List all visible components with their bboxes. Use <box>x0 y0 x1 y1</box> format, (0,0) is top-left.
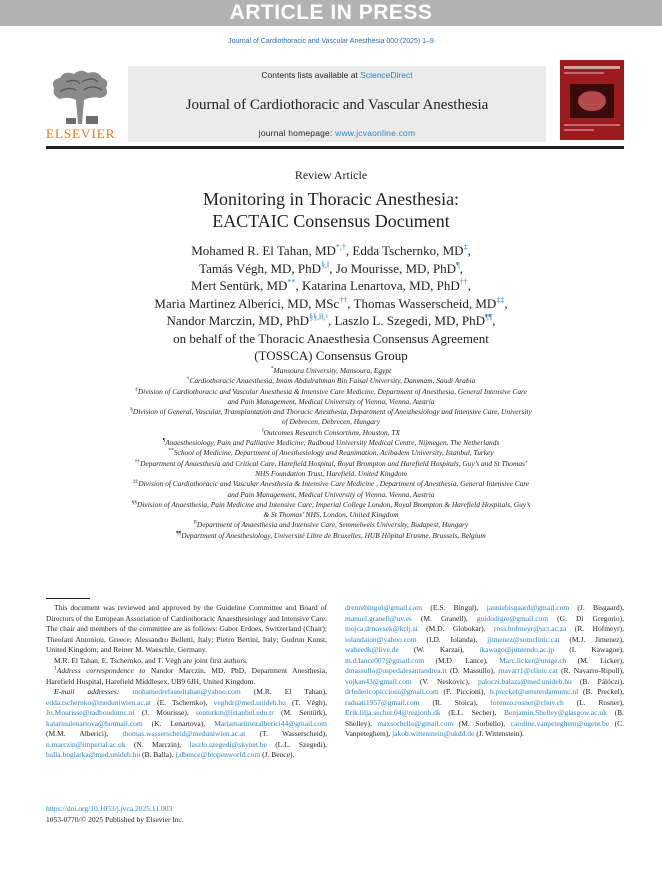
author-affiliation-link[interactable]: §§,‖‖,¹ <box>309 312 328 322</box>
homepage-prefix: journal homepage: <box>258 128 336 138</box>
contents-prefix: Contents lists available at <box>261 70 361 80</box>
email-link[interactable]: jjimenez@somclinic.cat <box>487 634 560 644</box>
correspondence-text: Nandor Marczin, MD, PhD, Department Anesthesia, Harefield Hospital, Harefield Middlesex, UB9 6JH, United Kingdom. <box>46 666 327 686</box>
header-rule <box>46 146 624 149</box>
email-link[interactable]: edda.tschernko@meduniwien.ac.at <box>46 697 151 707</box>
affiliation-list <box>130 366 532 541</box>
email-list-left <box>46 687 327 761</box>
author-name: , Jo Mourisse, MD, PhD <box>329 260 457 276</box>
email-link[interactable]: veghdr@med.unideb.hu <box>213 697 286 707</box>
affiliation-marker: † <box>186 375 190 382</box>
affiliation-text: Division of Anaesthesia, Pain Medicine and Intensive Care, Imperial College London, Royal Brompton & Harefield Hospitals, Guy’s & St Thomas’ NHS, London, United Kingdom <box>137 499 531 520</box>
affiliation-marker: ‖ <box>262 427 264 434</box>
author-name: Nandor Marczin, MD, PhD <box>166 313 310 328</box>
affiliation-text: Anaesthesiology, Pain and Palliative Medicine, Radboud University Medical Centre, Nijmegen, The Netherlands <box>165 438 500 448</box>
correspondence-label: Address correspondence to <box>56 666 146 675</box>
email-owner: (E.L. Secher), <box>440 708 505 717</box>
email-link[interactable]: waheedk@live.de <box>345 645 399 654</box>
author-name: Maria Martinez Alberici, MD, MSc <box>154 295 340 311</box>
email-link[interactable]: balla.boglarka@med.unideb.hu <box>46 750 141 759</box>
affiliation-text: Department of Anaesthesia and Critical Care, Harefield Hospital, Royal Brompton and Harefield Hospitals, Guy’s and St Thomas’ NHS Foundation Trust, Harefield, United Kingdom <box>140 458 528 478</box>
email-link[interactable]: lorenzo.rosner@chuv.ch <box>490 697 564 707</box>
email-owner: (M.M. Alberici), <box>46 729 123 738</box>
author-affiliation-link[interactable]: ** <box>287 277 296 287</box>
email-owner: (B. Preckel), <box>578 687 624 696</box>
email-owner: (M. Licker), <box>566 655 625 665</box>
affiliation-item <box>130 531 532 541</box>
author-name: , Laszlo L. Szegedi, MD, PhD <box>327 313 486 328</box>
affiliation-marker: * <box>270 365 274 372</box>
email-link[interactable]: n.marczin@imperial.ac.uk <box>46 739 126 749</box>
affiliation-marker: §§ <box>131 499 138 506</box>
email-link[interactable]: vojkan43@gmail.com <box>345 676 412 686</box>
affiliation-marker: ¶¶ <box>176 530 182 537</box>
author-separator: , <box>467 243 471 258</box>
title-line-1: Monitoring in Thoracic Anesthesia: <box>202 189 460 209</box>
email-owner: (T. Végh), <box>285 697 327 707</box>
email-link[interactable]: mohamedrefaateltahan@yahoo.com <box>132 687 241 696</box>
email-link[interactable]: jakob.wittenstein@ukdd.de <box>392 729 475 738</box>
journal-cover-thumbnail <box>560 60 624 140</box>
email-link[interactable]: ikawago@juntendo.ac.jp <box>479 645 555 654</box>
doi-link[interactable]: https://doi.org/10.1053/j.jvca.2025.11.003 <box>46 804 173 813</box>
email-link[interactable]: Jo.Mourisse@radboudumc.nl <box>46 708 135 717</box>
copyright-line: 1053-0770/© 2025 Published by Elsevier Inc. <box>46 815 184 824</box>
email-link[interactable]: j.dbence@btopenworld.com <box>175 750 261 759</box>
email-link[interactable]: thomas.wasserscheid@meduniwien.ac.at <box>122 729 246 738</box>
affiliation-item <box>130 459 532 480</box>
email-owner: (J. Wittenstein). <box>474 729 524 738</box>
email-owner: (L.L. Szegedi), <box>266 739 327 749</box>
affiliation-item <box>130 407 532 428</box>
affiliation-text: Department of Anesthesiology, Université Libre de Bruxelles, HUB Hôpital Erasme, Brussels, Belgium <box>181 530 486 540</box>
affiliation-marker: ‡‡ <box>132 478 139 485</box>
email-owner: (C. Vanpeteghem), <box>345 718 624 738</box>
author-affiliation-link[interactable]: †† <box>459 277 468 287</box>
email-list-right <box>345 603 624 740</box>
email-owner: (F. Piccioni), <box>438 687 491 696</box>
author-name: , Edda Tschernko, MD <box>345 243 464 258</box>
email-link[interactable]: maxsorbello@gmail.com <box>377 718 454 728</box>
title-line-2: EACTAIC Consensus Document <box>212 211 450 231</box>
email-link[interactable]: raduati1957@gmail.com <box>345 697 420 707</box>
author-affiliation-link[interactable]: ¶¶ <box>485 312 493 322</box>
affiliation-item <box>130 376 532 386</box>
affiliation-marker: § <box>130 406 133 413</box>
email-link[interactable]: iolandaion@yahoo.com <box>345 634 417 644</box>
publisher-wordmark: ELSEVIER <box>46 126 116 141</box>
affiliation-item <box>130 366 532 376</box>
email-link[interactable]: ross.hofmeyr@uct.ac.za <box>493 624 567 633</box>
journal-header-box <box>128 66 546 142</box>
email-link[interactable]: Erik.lilja.secher.04@regionh.dk <box>345 708 441 717</box>
email-link[interactable]: guidodigre@gmail.com <box>476 613 549 623</box>
affiliation-item <box>130 520 532 530</box>
email-owner: (N. Marczin), <box>125 739 190 749</box>
footnote-review: This document was reviewed and approved by the Guideline Committee and Board of Directors of the European Association of Cardiothoracic Anaesthesiology and Intensive Care. The chair and members of the committee are as follows: Gabor Erdoes, Switzerland (Chair); Theofani Antoniou, Greece; Alessandro Belletti, Italy; Pietro Bertini, Italy; Gudrun Kunst, United Kingdom; and Reiner M. Waeschle, Germany. <box>46 603 327 654</box>
footnote-correspondence <box>46 666 327 687</box>
affiliation-text: Division of Cardiothoracic and Vascular Anesthesia & Intensive Care Medicine, Department of Anesthesia, General Intensive Care and Pain Management, Medical University of Vienna, Vienna, Austria <box>137 386 527 406</box>
email-owner: (B. Pálóczi), <box>571 676 624 686</box>
affiliation-text: Cardiothoracic Anaesthesia, Imam Abdulrahman Bin Faisal University, Dammam, Saudi Arabia <box>189 376 476 386</box>
footnote-rule <box>46 598 90 599</box>
email-owner: (M.R. El Tahan), <box>240 687 327 696</box>
journal-title: Journal of Cardiothoracic and Vascular Anesthesia <box>185 97 489 113</box>
collaboration-line-1: on behalf of the Thoracic Anaesthesia Consensus Agreement <box>173 330 489 346</box>
author-affiliation-link[interactable]: *,† <box>335 242 346 252</box>
author-name: Mohamed R. El Tahan, MD <box>191 243 336 258</box>
email-link[interactable]: janniebisgaard@gmail.com <box>486 603 570 612</box>
affiliation-item <box>130 500 532 521</box>
footnotes-left-column <box>46 603 327 761</box>
email-owner: (J. Bence), <box>260 750 295 759</box>
author-affiliation-link[interactable]: †† <box>339 295 348 305</box>
author-affiliation-link[interactable]: §,‖ <box>321 260 330 270</box>
author-name: , Katarina Lenartova, MD, PhD <box>295 278 460 293</box>
affiliation-text: Division of General, Vascular, Transplantation and Thoracic Anesthesia, Department of Anesthesiology and Intensive Care, University of Debrecen, Debrecen, Hungary <box>132 407 532 427</box>
author-separator: , <box>504 295 508 311</box>
email-owner: (G. Di Gregorio), <box>548 613 624 623</box>
homepage-link[interactable]: www.jcvaonline.com <box>335 128 416 138</box>
email-owner: (R. Stoica), <box>419 697 491 707</box>
email-label: E-mail addresses: <box>54 687 120 696</box>
sciencedirect-link[interactable]: ScienceDirect <box>360 70 413 80</box>
email-owner: (W. Karzai), <box>398 645 480 654</box>
affiliation-item <box>130 448 532 458</box>
affiliation-item <box>130 438 532 448</box>
email-link[interactable]: Marc.licker@unige.ch <box>499 655 567 665</box>
email-link[interactable]: drenrebingul@gmail.com <box>345 603 423 612</box>
affiliation-item <box>130 479 532 500</box>
email-link[interactable]: katarinalenartova@hotmail.com <box>46 718 143 728</box>
affiliation-marker: ‖‖ <box>193 519 197 526</box>
email-owner: (R. Hofmeyr), <box>566 624 624 633</box>
email-link[interactable]: b.preckel@amsterdamumc.nl <box>490 687 579 696</box>
affiliation-marker: ** <box>168 447 174 454</box>
footnote-joint-authors: M.R. El Tahan, E. Tschernko, and T. Végh are joint first authors. <box>54 655 248 665</box>
affiliation-marker: ‡ <box>135 386 138 393</box>
email-link[interactable]: caroline.vanpeteghem@ugent.be <box>510 718 610 728</box>
affiliation-item <box>130 387 532 408</box>
email-owner: (J. Mourisse), <box>134 708 196 717</box>
email-owner: (E.S. Bingul), <box>422 603 487 612</box>
email-owner: (E. Tschernko), <box>151 697 214 707</box>
affiliation-marker: ¶ <box>162 437 166 444</box>
author-affiliation-link[interactable]: ‡ <box>463 242 468 252</box>
email-owner: (B. Balla), <box>140 750 176 759</box>
author-affiliation-link[interactable]: ‡‡ <box>496 295 505 305</box>
article-title <box>0 188 662 232</box>
email-owner: (B. Shelley), <box>345 708 624 728</box>
email-owner: (R. Navarro-Ripoll), <box>557 666 624 675</box>
email-owner: (L. Rosner), <box>563 697 624 707</box>
email-owner: (V. Neskovic), <box>411 676 478 686</box>
affiliation-text: Mansoura University, Mansoura, Egypt <box>273 366 392 375</box>
email-link[interactable]: dmassullo@ospedalesantandrea.it <box>345 666 447 675</box>
affiliation-text: Division of Cardiothoracic and Vascular Anesthesia & Intensive Care Medicine , Department of Anesthesia, General Intensive Care and Pain Management, Medical University of Vienna, Vienna, Austria <box>138 479 530 499</box>
email-link[interactable]: senturkm@istanbul.edu.tr <box>195 708 274 717</box>
email-owner: (K. Lenartova), <box>142 718 215 728</box>
author-list <box>120 242 542 365</box>
email-link[interactable]: drfedericopiccioni@gmail.com <box>345 687 439 696</box>
email-owner: (T. Wasserscheid), <box>245 729 327 738</box>
author-affiliation-link[interactable]: ¶ <box>456 260 460 270</box>
contents-availability <box>128 70 546 80</box>
email-owner: (M.D. Lance), <box>424 655 500 665</box>
email-link[interactable]: mojca.drnovsek@kclj.si <box>345 624 418 633</box>
affiliation-text: Outcomes Research Consortium, Houston, TX <box>263 427 400 437</box>
article-type: Review Article <box>294 168 368 182</box>
email-link[interactable]: rnavarr1@clinic.cat <box>498 666 558 675</box>
email-link[interactable]: laszlo.szegedi@skynet.be <box>189 739 267 749</box>
article-in-press-banner: ARTICLE IN PRESS <box>0 0 662 26</box>
collaboration-line-2: (TOSSCA) Consensus Group <box>254 348 408 363</box>
author-separator: , <box>459 260 463 276</box>
email-link[interactable]: Mariamartinezalberici44@gmail.com <box>214 718 327 728</box>
email-link[interactable]: manuel.granell@uv.es <box>345 613 412 623</box>
email-owner: (M. Sentürk), <box>273 708 327 717</box>
email-link[interactable]: Benjamin.Shelley@glasgow.ac.uk <box>504 708 607 717</box>
journal-citation-link[interactable]: Journal of Cardiothoracic and Vascular Anesthesia 000 (2025) 1–9 <box>228 38 434 45</box>
email-owner: (D. Massullo), <box>446 666 499 675</box>
email-owner: (M. Sorbello), <box>453 718 511 728</box>
email-link[interactable]: m.d.lance007@gmail.com <box>345 655 425 665</box>
author-name: Mert Sentürk, MD <box>191 278 288 293</box>
email-owner: (M. Granell), <box>411 613 477 623</box>
email-owner: (I. Kawagoe), <box>554 645 624 654</box>
email-owner: (M.D. Globokar), <box>417 624 494 633</box>
email-owner: (I.D. Iolanda), <box>416 634 488 644</box>
email-link[interactable]: paloczi.balazs@med.unideb.hu <box>477 676 572 686</box>
email-owner: (J. Bisgaard), <box>569 603 624 612</box>
email-owner: (M.J. Jimenez), <box>559 634 624 644</box>
correspondence-marker: 1 <box>54 665 57 672</box>
affiliation-text: School of Medicine, Department of Anesthesiology and Reanimation, Acibadem University, Istanbul, Turkey <box>173 448 494 458</box>
affiliation-text: Department of Anaesthesia and Intensive Care, Semmelweis University, Budapest, Hungary <box>196 520 469 530</box>
author-name: , Thomas Wasserscheid, MD <box>347 295 497 311</box>
author-separator: , <box>492 313 496 328</box>
author-separator: , <box>467 278 471 293</box>
affiliation-marker: †† <box>134 458 141 465</box>
footnotes-right-column <box>345 603 624 740</box>
journal-homepage <box>128 128 546 138</box>
affiliation-item <box>130 428 532 438</box>
author-name: Tamás Végh, MD, PhD <box>199 260 322 276</box>
